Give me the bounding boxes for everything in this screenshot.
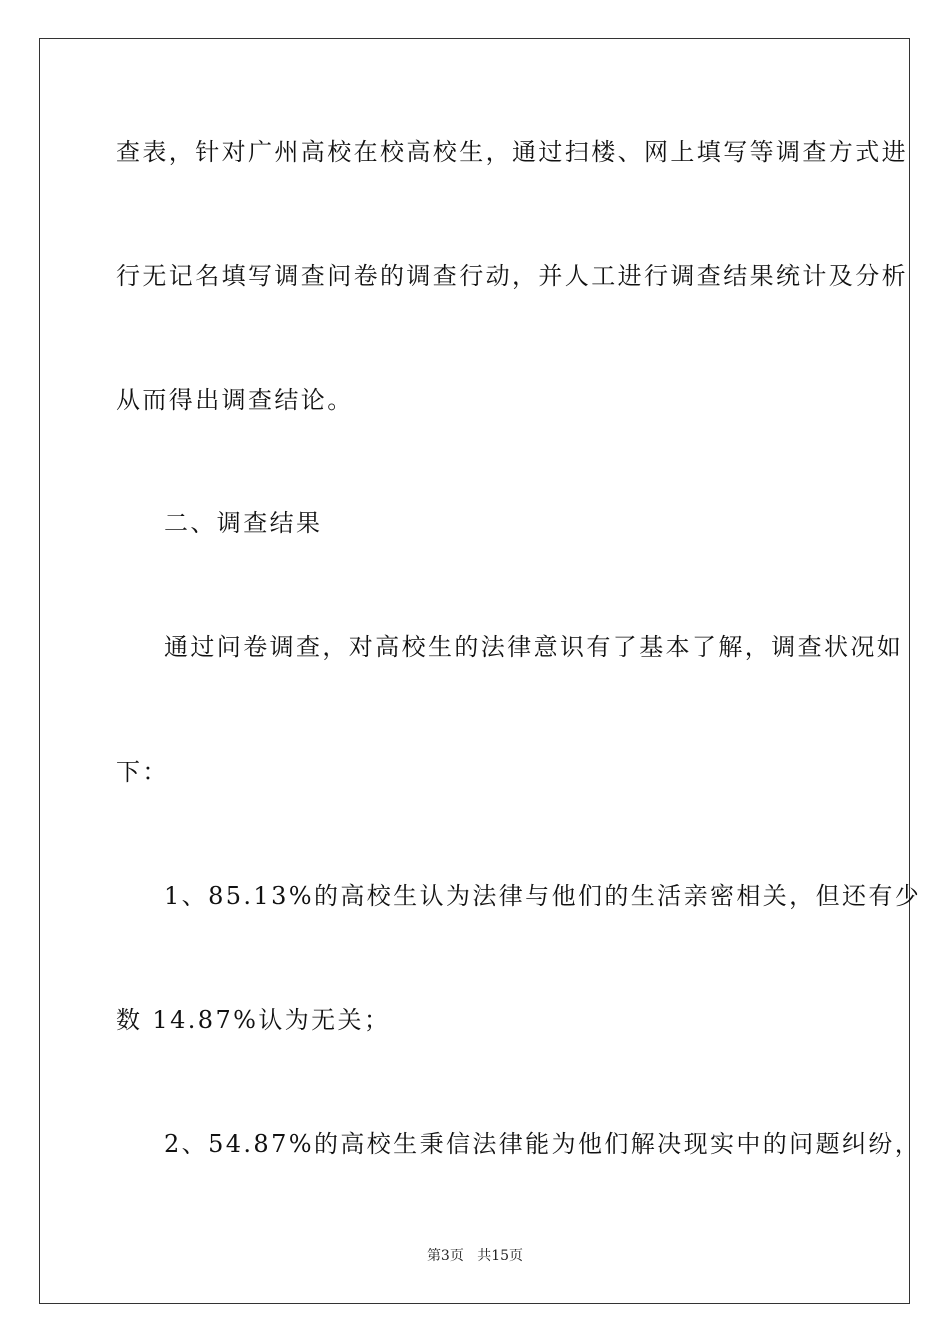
- body-text-line: 下：: [116, 758, 169, 786]
- page-frame: [39, 38, 910, 1304]
- body-text-line: 查表，针对广州高校在校高校生，通过扫楼、网上填写等调查方式进: [116, 138, 908, 166]
- body-text-line: 行无记名填写调查问卷的调查行动，并人工进行调查结果统计及分析: [116, 262, 908, 290]
- page-number-current: 第3页: [426, 1248, 464, 1264]
- body-text-line: 从而得出调查结论。: [116, 386, 354, 414]
- section-heading: 二、调查结果: [164, 509, 323, 537]
- list-item-1: 1、85.13%的高校生认为法律与他们的生活亲密相关，但还有少: [164, 882, 922, 910]
- page-footer: [0, 1246, 950, 1266]
- page-number-total: 共15页: [477, 1248, 524, 1264]
- list-item-2: 2、54.87%的高校生秉信法律能为他们解决现实中的问题纠纷，: [164, 1130, 922, 1158]
- body-text-line: 数 14.87%认为无关；: [116, 1006, 391, 1034]
- body-text-line: 通过问卷调查，对高校生的法律意识有了基本了解，调查状况如: [164, 633, 904, 661]
